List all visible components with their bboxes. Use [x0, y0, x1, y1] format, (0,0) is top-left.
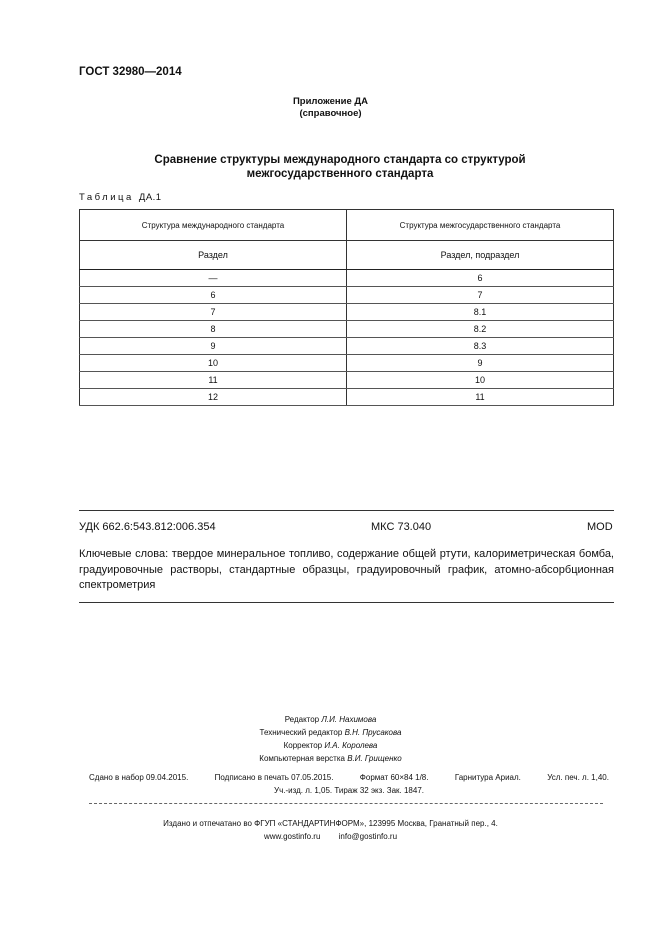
- credit-layout: [0, 752, 661, 765]
- table-subheader-row: [80, 241, 614, 270]
- col-header-international: Структура международного стандарта: [80, 210, 347, 241]
- print-sheets: Усл. печ. л. 1,40.: [547, 773, 609, 782]
- appendix-title: Приложение ДА: [292, 96, 369, 107]
- table-row: [80, 389, 614, 406]
- credit-tech-editor: [0, 726, 661, 739]
- modification-degree: MOD: [587, 521, 613, 533]
- credit-tech-editor-label: Технический редактор: [259, 728, 343, 737]
- cell-international: 8: [80, 321, 347, 338]
- cell-international: 9: [80, 338, 347, 355]
- cell-interstate: 7: [347, 287, 614, 304]
- typeface: Гарнитура Ариал.: [454, 773, 521, 782]
- cell-international: 10: [80, 355, 347, 372]
- cell-interstate: 8.2: [347, 321, 614, 338]
- cell-interstate: 6: [347, 270, 614, 287]
- subheader-section-subsection: Раздел, подраздел: [347, 241, 614, 270]
- website-link[interactable]: www.gostinfo.ru: [263, 832, 321, 841]
- mks-code: МКС 73.040: [371, 521, 432, 533]
- imprint: [0, 817, 661, 843]
- table-row: [80, 304, 614, 321]
- cell-international: 12: [80, 389, 347, 406]
- cell-international: 7: [80, 304, 347, 321]
- cell-international: 6: [80, 287, 347, 304]
- title-line-1: Сравнение структуры международного стандарта со структурой: [154, 154, 526, 166]
- document-title: [60, 153, 620, 181]
- submitted-date: Сдано в набор 09.04.2015.: [89, 773, 189, 782]
- publishing-info: [89, 771, 609, 797]
- table-caption-id: ДА.1: [138, 192, 162, 203]
- imprint-address: Издано и отпечатано во ФГУП «СТАНДАРТИНФОРМ», 123995 Москва, Гранатный пер., 4.: [163, 819, 498, 828]
- table-row: [80, 287, 614, 304]
- credit-tech-editor-name: В.Н. Прусакова: [344, 728, 402, 737]
- appendix-heading: [0, 96, 661, 120]
- keywords: Ключевые слова: твердое минеральное топливо, содержание общей ртути, калориметрическая бомба, градуировочные растворы, стандартные образцы, градуировочный график, атомно-абсорбционная спектрометрия: [79, 548, 614, 591]
- signed-date: Подписано в печать 07.05.2015.: [214, 773, 334, 782]
- cell-interstate: 9: [347, 355, 614, 372]
- cell-interstate: 8.1: [347, 304, 614, 321]
- comparison-table: [79, 209, 614, 406]
- dashed-divider: [89, 803, 603, 804]
- publishing-line-2: Уч.-изд. л. 1,05. Тираж 32 экз. Зак. 1847.: [274, 786, 424, 795]
- credit-layout-label: Компьютерная верстка: [259, 754, 345, 763]
- credit-proofreader-label: Корректор: [283, 741, 323, 750]
- cell-interstate: 11: [347, 389, 614, 406]
- credit-proofreader-name: И.А. Королева: [324, 741, 378, 750]
- standard-number: ГОСТ 32980—2014: [79, 66, 182, 78]
- publishing-line-1: [89, 771, 609, 784]
- udk-code: УДК 662.6:543.812:006.354: [79, 521, 216, 533]
- cell-international: —: [80, 270, 347, 287]
- credit-editor: [0, 713, 661, 726]
- table-row: [80, 321, 614, 338]
- email-link[interactable]: info@gostinfo.ru: [338, 832, 398, 841]
- title-line-2: межгосударственного стандарта: [246, 168, 434, 180]
- cell-international: 11: [80, 372, 347, 389]
- subheader-section: Раздел: [80, 241, 347, 270]
- cell-interstate: 10: [347, 372, 614, 389]
- appendix-subtitle: (справочное): [299, 108, 362, 119]
- table-row: [80, 338, 614, 355]
- cell-interstate: 8.3: [347, 338, 614, 355]
- col-header-interstate: Структура межгосударственного стандарта: [347, 210, 614, 241]
- table-row: [80, 372, 614, 389]
- credit-proofreader: [0, 739, 661, 752]
- table-row: [80, 355, 614, 372]
- table-caption: [79, 192, 162, 203]
- credits: [0, 713, 661, 765]
- paper-format: Формат 60×84 1/8.: [359, 773, 429, 782]
- table-caption-prefix: Таблица: [79, 192, 134, 203]
- table-row: [80, 270, 614, 287]
- top-divider: [79, 510, 614, 511]
- credit-editor-label: Редактор: [284, 715, 320, 724]
- table-header-row: [80, 210, 614, 241]
- bottom-divider: [79, 602, 614, 603]
- credit-editor-name: Л.И. Нахимова: [321, 715, 377, 724]
- imprint-links: [0, 830, 661, 843]
- credit-layout-name: В.И. Грищенко: [347, 754, 402, 763]
